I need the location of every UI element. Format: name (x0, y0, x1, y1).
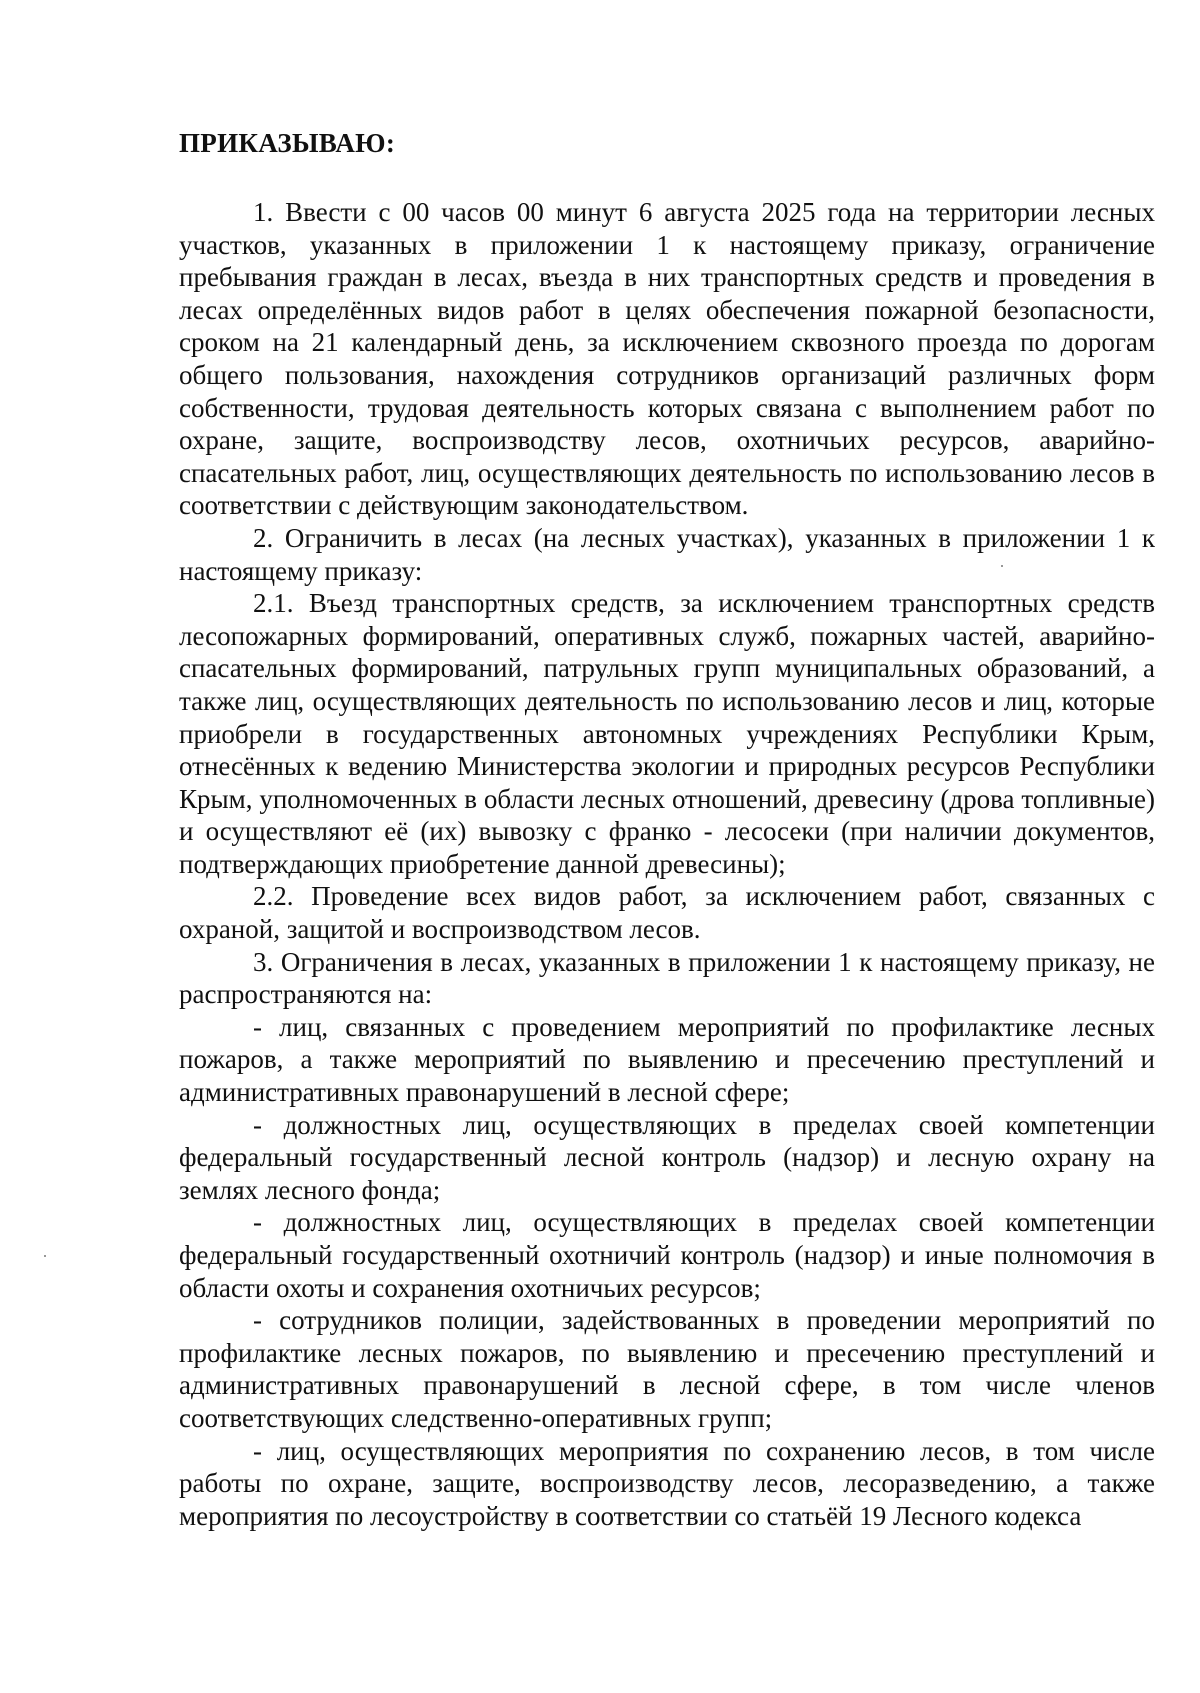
exemption-item-4: - сотрудников полиции, задействованных в проведении мероприятий по профилактике лесных пожаров, по выявлению и пресечению преступлений и административных правонарушений в лесной сфере, в том числе членов соответствующих следственно-оперативных групп; (179, 1305, 1155, 1433)
paragraph-2-2: 2.2. Проведение всех видов работ, за исключением работ, связанных с охраной, защитой и воспроизводством лесов. (179, 881, 1155, 945)
order-heading: ПРИКАЗЫВАЮ: (179, 128, 396, 158)
exemption-item-2: - должностных лиц, осуществляющих в пределах своей компетенции федеральный государственный лесной контроль (надзор) и лесную охрану на землях лесного фонда; (179, 1109, 1155, 1205)
order-body (179, 196, 1155, 1532)
scan-speck (44, 1255, 46, 1257)
paragraph-2: 2. Ограничить в лесах (на лесных участках), указанных в приложении 1 к настоящему приказу: (179, 522, 1155, 586)
exemption-item-5: - лиц, осуществляющих мероприятия по сохранению лесов, в том числе работы по охране, защите, воспроизводству лесов, лесоразведению, а также мероприятия по лесоустройству в соответствии со статьёй 19 Лесного кодекса (179, 1435, 1155, 1531)
exemption-item-1: - лиц, связанных с проведением мероприятий по профилактике лесных пожаров, а также мероприятий по выявлению и пресечению преступлений и административных правонарушений в лесной сфере; (179, 1011, 1155, 1108)
paragraph-2-1: 2.1. Въезд транспортных средств, за исключением транспортных средств лесопожарных формирований, оперативных служб, пожарных частей, аварийно-спасательных формирований, патрульных групп муниципальных образований, а также лиц, осуществляющих деятельность по использованию лесов и лиц, которые приобрели в государственных автономных учреждениях Республики Крым, отнесённых к ведению Министерства экологии и природных ресурсов Республики Крым, уполномоченных в области лесных отношений, древесину (дрова топливные) и осуществляют её (их) вывозку с франко - лесосеки (при наличии документов, подтверждающих приобретение данной древесины); (179, 588, 1155, 879)
exemption-item-3: - должностных лиц, осуществляющих в пределах своей компетенции федеральный государственный охотничий контроль (надзор) и иные полномочия в области охоты и сохранения охотничьих ресурсов; (179, 1207, 1155, 1303)
paragraph-3: 3. Ограничения в лесах, указанных в приложении 1 к настоящему приказу, не распространяются на: (179, 946, 1155, 1010)
paragraph-1: 1. Ввести с 00 часов 00 минут 6 августа 2025 года на территории лесных участков, указанных в приложении 1 к настоящему приказу, ограничение пребывания граждан в лесах, въезда в них транспортных средств и проведения в лесах определённых видов работ в целях обеспечения пожарной безопасности, сроком на 21 календарный день, за исключением сквозного проезда по дорогам общего пользования, нахождения сотрудников организаций различных форм собственности, трудовая деятельность которых связана с выполнением работ по охране, защите, воспроизводству лесов, охотничьих ресурсов, аварийно-спасательных работ, лиц, осуществляющих деятельность по использованию лесов в соответствии с действующим законодательством. (179, 197, 1155, 521)
scan-speck (1001, 565, 1003, 567)
